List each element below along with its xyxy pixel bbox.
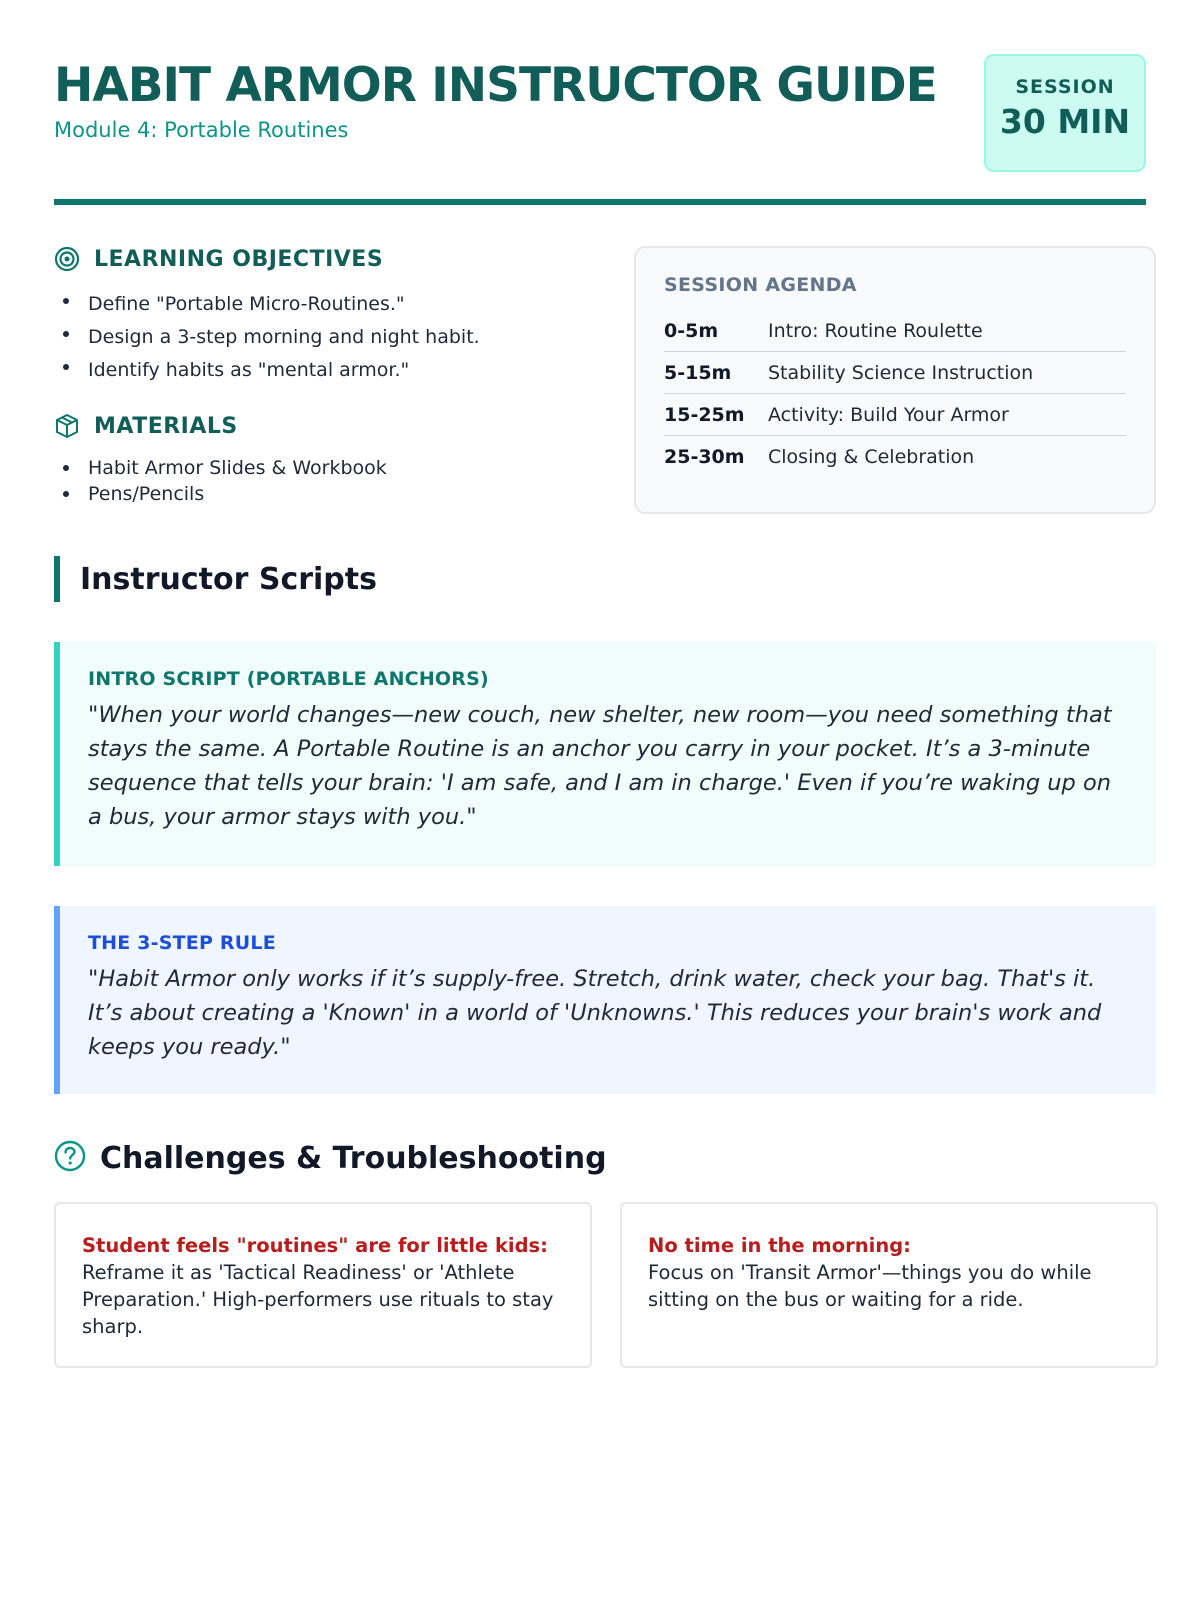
- target-icon: [54, 246, 80, 272]
- agenda-row: [664, 352, 1126, 394]
- box-icon: [54, 413, 80, 439]
- materials-heading: [54, 413, 574, 439]
- list-item: Design a 3-step morning and night habit.: [54, 321, 574, 354]
- scripts-heading: [54, 556, 377, 602]
- page-title: HABIT ARMOR INSTRUCTOR GUIDE: [54, 58, 937, 113]
- session-duration: 30 MIN: [999, 102, 1131, 141]
- materials-list: [54, 455, 574, 507]
- three-step-rule-label: THE 3-STEP RULE: [88, 932, 276, 954]
- objectives-heading: [54, 246, 574, 272]
- session-label: SESSION: [1015, 76, 1115, 98]
- agenda-row: [664, 394, 1126, 436]
- intro-script-label: INTRO SCRIPT (PORTABLE ANCHORS): [88, 668, 489, 690]
- header: [54, 0, 1146, 205]
- agenda-time: 25-30m: [664, 446, 745, 468]
- agenda-activity: Closing & Celebration: [768, 446, 975, 468]
- intro-script-text: "When your world changes—new couch, new shelter, new room—you need something that stays the same. A Portable Routine is an anchor you carry in your pocket. It’s a 3-minute sequence that tells your brain: 'I am safe, and I am in charge.' Even if you’re waking up on a bus, your armor stays with you.": [88, 702, 1112, 830]
- list-item: Pens/Pencils: [54, 481, 574, 507]
- agenda-row: [664, 310, 1126, 352]
- intro-script-box: [54, 642, 1156, 866]
- agenda-table: [664, 310, 1126, 478]
- agenda-time: 15-25m: [664, 403, 745, 426]
- materials-title: MATERIALS: [94, 413, 238, 439]
- challenge-solution: Reframe it as 'Tactical Readiness' or 'Athlete Preparation.' High-performers use rituals to stay sharp.: [82, 1261, 554, 1338]
- challenge-card: [620, 1202, 1158, 1368]
- agenda-time: 0-5m: [664, 319, 719, 342]
- page-subtitle: Module 4: Portable Routines: [54, 118, 349, 142]
- scripts-title: Instructor Scripts: [80, 561, 377, 597]
- three-step-rule-text: "Habit Armor only works if it’s supply-free. Stretch, drink water, check your bag. That's it. It’s about creating a 'Known' in a world of 'Unknowns.' This reduces your brain's work and keeps you ready.": [88, 966, 1102, 1060]
- agenda-activity: Intro: Routine Roulette: [768, 319, 983, 342]
- agenda-row: [664, 436, 1126, 478]
- agenda-activity: Activity: Build Your Armor: [768, 403, 1009, 426]
- challenge-title: No time in the morning:: [648, 1234, 911, 1257]
- challenges-title: Challenges & Troubleshooting: [100, 1140, 607, 1176]
- three-step-rule-box: [54, 906, 1156, 1094]
- agenda-activity: Stability Science Instruction: [768, 361, 1034, 384]
- agenda-time: 5-15m: [664, 361, 732, 384]
- challenge-title: Student feels "routines" are for little kids:: [82, 1234, 548, 1257]
- list-item: Habit Armor Slides & Workbook: [54, 455, 574, 481]
- objectives-title: LEARNING OBJECTIVES: [94, 246, 384, 272]
- list-item: Define "Portable Micro-Routines.": [54, 288, 574, 321]
- challenge-card: [54, 1202, 592, 1368]
- objectives-list: [54, 288, 574, 387]
- question-circle-icon: [54, 1140, 86, 1176]
- challenges-heading: [54, 1140, 607, 1176]
- agenda-title: SESSION AGENDA: [664, 274, 857, 296]
- challenge-solution: Focus on 'Transit Armor'—things you do while sitting on the bus or waiting for a ride.: [648, 1261, 1092, 1311]
- left-column: [54, 246, 574, 507]
- session-agenda: [634, 246, 1156, 514]
- session-badge: [984, 54, 1146, 172]
- list-item: Identify habits as "mental armor.": [54, 354, 574, 387]
